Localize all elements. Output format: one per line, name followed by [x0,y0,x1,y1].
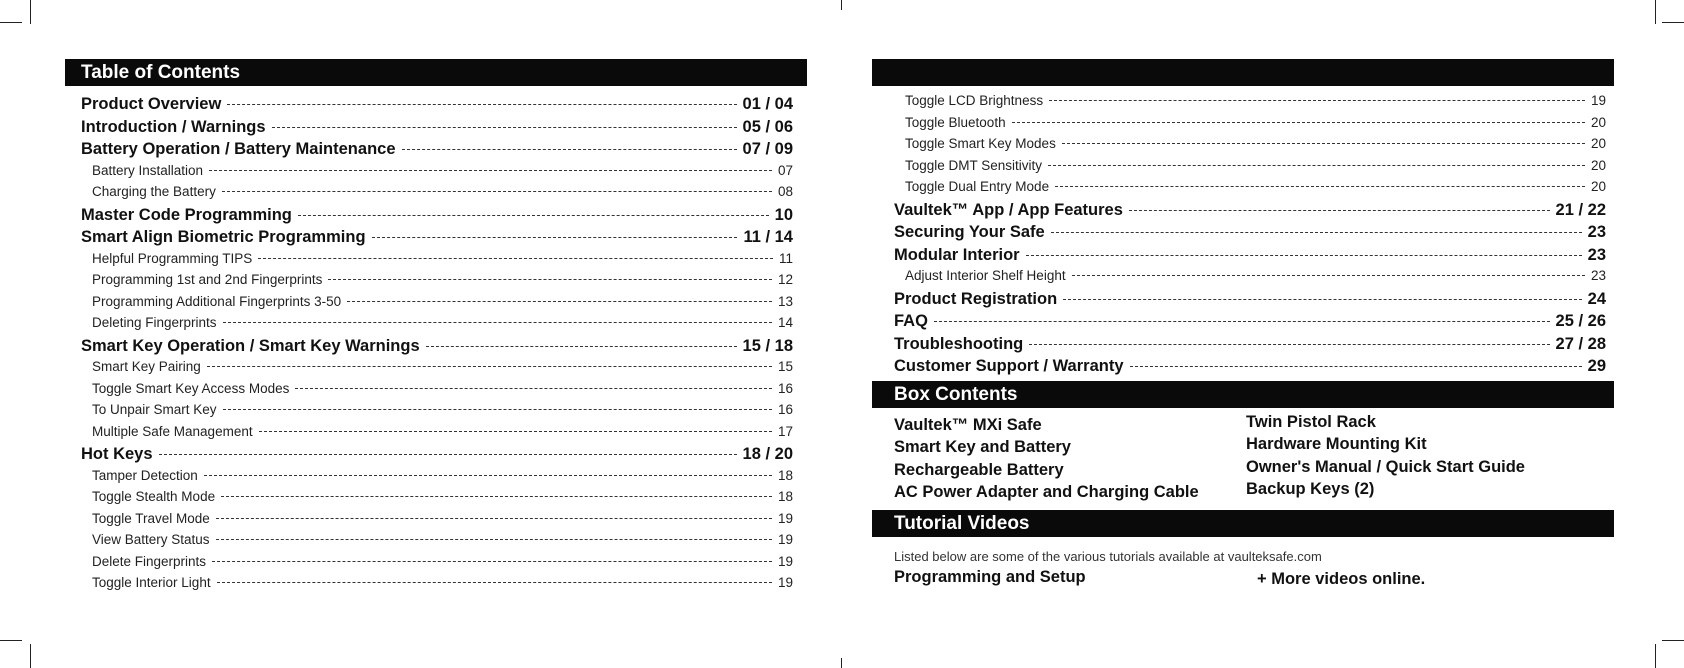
toc-entry-label: Battery Installation [92,162,204,178]
dot-leader [1012,122,1585,123]
toc-entry[interactable] [81,118,793,141]
list-item: Hardware Mounting Kit [1246,435,1427,453]
toc-entry-label: Charging the Battery [92,184,216,199]
toc-entry[interactable] [81,402,793,424]
dot-leader [221,496,772,497]
dot-leader [1072,275,1585,276]
right-page [872,59,1614,589]
list-item: Backup Keys (2) [1246,480,1375,498]
dot-leader [1026,255,1582,256]
toc-entry-label: Toggle Interior Light [92,575,211,590]
toc-entry-page: 08 [777,184,793,199]
crop-mark [1662,22,1684,23]
dot-leader [207,366,772,367]
toc-entry-label: To Unpair Smart Key [92,402,217,417]
toc-entry[interactable] [81,511,793,533]
dot-leader [258,258,773,259]
toc-entry-label: Delete Fingerprints [92,553,207,569]
toc-entry-label: Toggle Bluetooth [905,114,1006,130]
dot-leader [347,301,772,302]
toc-entry-page: 11 [778,250,793,266]
list-item: AC Power Adapter and Charging Cable [894,483,1199,501]
dot-leader [295,388,772,389]
toc-entry[interactable] [81,381,793,403]
toc-list-right [872,93,1614,380]
toc-entry-page: 19 [777,553,793,569]
toc-entry[interactable] [81,315,793,337]
dot-leader [372,237,738,238]
dot-leader [223,322,772,323]
toc-entry-label: Programming Additional Fingerprints 3-50 [92,293,342,309]
toc-entry[interactable] [81,575,793,597]
toc-entry-page: 18 [777,489,793,504]
tutorial-videos-heading: Tutorial Videos [872,510,1614,537]
dot-leader [216,518,772,519]
toc-entry[interactable] [894,246,1606,269]
toc-entry[interactable] [81,163,793,185]
toc-entry-label: Toggle Smart Key Modes [905,136,1056,151]
toc-entry-label: Customer Support / Warranty [894,357,1124,375]
toc-entry-label: Master Code Programming [81,205,292,224]
dot-leader [204,475,772,476]
toc-entry-label: Helpful Programming TIPS [92,250,253,266]
dot-leader [1062,143,1585,144]
dot-leader [328,279,772,280]
toc-entry-page: 07 / 09 [742,140,793,158]
toc-entry-label: Introduction / Warnings [81,117,266,136]
crop-mark [1655,0,1656,24]
toc-entry[interactable] [81,424,793,446]
tutorial-intro: Listed below are some of the various tutorials available at vaulteksafe.com [894,548,1322,564]
toc-entry-page: 11 / 14 [743,228,793,246]
toc-entry-page: 23 [1587,245,1606,264]
toc-entry-label: Product Registration [894,289,1058,308]
crop-mark [30,0,31,24]
toc-entry[interactable] [894,115,1606,137]
dot-leader [1063,299,1581,300]
dot-leader [259,431,772,432]
dot-leader [222,191,772,192]
dot-leader [298,215,769,216]
toc-entry-page: 18 / 20 [742,445,793,463]
toc-entry-page: 20 [1590,114,1606,130]
toc-entry-page: 10 [774,205,793,224]
crop-mark [0,22,22,23]
dot-leader [212,561,772,562]
dot-leader [1129,210,1550,211]
tutorial-item: Programming and Setup [894,567,1086,586]
toc-entry-page: 21 / 22 [1555,200,1606,219]
toc-entry[interactable] [81,272,793,294]
dot-leader [1029,344,1549,345]
box-contents-list [872,408,1614,506]
toc-entry-label: View Battery Status [92,532,210,547]
toc-entry[interactable] [894,335,1606,358]
toc-entry-label: Toggle DMT Sensitivity [905,157,1043,173]
toc-entry-page: 25 / 26 [1555,312,1606,330]
toc-entry-page: 07 [777,162,793,178]
toc-entry[interactable] [894,201,1606,224]
toc-entry-page: 18 [777,467,793,483]
toc-entry-label: Deleting Fingerprints [92,315,217,330]
toc-entry[interactable] [894,357,1606,380]
toc-entry[interactable] [894,312,1606,335]
toc-entry-label: Modular Interior [894,245,1020,264]
dot-leader [1130,366,1582,367]
toc-entry-label: Toggle Stealth Mode [92,489,216,504]
dot-leader [227,104,736,105]
box-contents-heading: Box Contents [872,381,1614,408]
toc-entry[interactable] [81,359,793,381]
toc-entry-label: Troubleshooting [894,334,1024,353]
dot-leader [1055,186,1585,187]
toc-entry-label: Toggle Travel Mode [92,510,210,526]
list-item: Twin Pistol Rack [1246,412,1376,431]
toc-entry[interactable] [894,136,1606,158]
dot-leader [272,127,737,128]
crop-mark [841,658,842,668]
dot-leader [1048,165,1585,166]
toc-entry[interactable] [81,140,793,163]
box-contents-col-1 [894,416,1246,506]
toc-entry-page: 19 [777,575,793,590]
dot-leader [1051,232,1582,233]
toc-entry-label: Smart Align Biometric Programming [81,228,366,246]
toc-entry-page: 29 [1587,357,1606,375]
toc-entry[interactable] [81,294,793,316]
toc-list-left [65,95,807,597]
toc-entry-label: Adjust Interior Shelf Height [905,268,1066,283]
crop-mark [841,0,842,10]
list-item: Owner's Manual / Quick Start Guide [1246,457,1525,476]
toc-entry-label: Multiple Safe Management [92,423,253,439]
toc-entry-page: 27 / 28 [1555,334,1606,353]
toc-entry-page: 20 [1590,157,1606,173]
toc-entry[interactable] [894,223,1606,246]
toc-entry-page: 19 [777,510,793,526]
dot-leader [1049,100,1585,101]
toc-entry-page: 14 [777,315,793,330]
more-videos-link[interactable]: + More videos online. [1257,569,1426,588]
toc-entry-page: 19 [777,532,793,547]
toc-entry-label: Securing Your Safe [894,223,1045,241]
dot-leader [934,321,1550,322]
dot-leader [159,454,737,455]
list-item: Rechargeable Battery [894,460,1064,479]
toc-entry-page: 01 / 04 [742,95,793,113]
toc-entry-page: 05 / 06 [742,117,793,136]
dot-leader [216,539,772,540]
toc-entry-page: 23 [1587,223,1606,241]
toc-entry[interactable] [81,554,793,576]
toc-entry-label: Hot Keys [81,445,153,463]
toc-entry-label: Programming 1st and 2nd Fingerprints [92,272,323,287]
crop-mark [30,644,31,668]
crop-mark [1655,644,1656,668]
left-page [65,59,807,597]
toc-entry-label: Smart Key Operation / Smart Key Warnings [81,336,420,355]
toc-entry-label: Toggle Dual Entry Mode [905,179,1050,194]
toc-entry[interactable] [894,268,1606,290]
toc-entry[interactable] [81,468,793,490]
toc-entry-page: 20 [1590,179,1606,194]
toc-entry-label: Vaultek™ App / App Features [894,200,1123,219]
toc-entry[interactable] [81,251,793,273]
dot-leader [209,170,772,171]
toc-entry-label: Battery Operation / Battery Maintenance [81,140,396,158]
toc-entry-page: 20 [1590,136,1606,151]
toc-entry[interactable] [81,95,793,118]
toc-entry[interactable] [81,228,793,251]
toc-entry-page: 24 [1587,289,1606,308]
toc-entry[interactable] [81,337,793,360]
toc-entry-page: 19 [1590,93,1606,108]
dot-leader [426,346,737,347]
list-item: Vaultek™ MXi Safe [894,415,1042,434]
box-contents-col-2 [1246,413,1598,506]
toc-entry[interactable] [81,206,793,229]
toc-entry-label: FAQ [894,312,928,330]
toc-entry[interactable] [894,93,1606,115]
list-item: Smart Key and Battery [894,438,1071,456]
toc-continued-bar [872,59,1614,86]
dot-leader [402,149,737,150]
toc-entry-page: 13 [777,293,793,309]
toc-heading: Table of Contents [65,59,807,86]
toc-entry-page: 17 [777,423,793,439]
toc-entry[interactable] [894,290,1606,313]
toc-entry-page: 16 [777,380,793,396]
toc-entry[interactable] [81,532,793,554]
crop-mark [0,640,22,641]
toc-entry-label: Toggle LCD Brightness [905,93,1044,108]
toc-entry-label: Smart Key Pairing [92,359,201,374]
toc-entry-page: 16 [777,402,793,417]
toc-entry-label: Toggle Smart Key Access Modes [92,380,290,396]
toc-entry[interactable] [81,445,793,468]
toc-entry-label: Tamper Detection [92,467,198,483]
toc-entry[interactable] [81,184,793,206]
tutorial-list [872,564,1614,589]
toc-entry-label: Product Overview [81,95,222,113]
toc-entry[interactable] [894,158,1606,180]
dot-leader [217,582,772,583]
crop-mark [1662,640,1684,641]
toc-entry-page: 23 [1590,268,1606,283]
toc-entry[interactable] [894,179,1606,201]
dot-leader [223,409,772,410]
toc-entry-page: 15 [777,359,793,374]
toc-entry-page: 15 / 18 [742,336,793,355]
toc-entry[interactable] [81,489,793,511]
toc-entry-page: 12 [777,272,793,287]
